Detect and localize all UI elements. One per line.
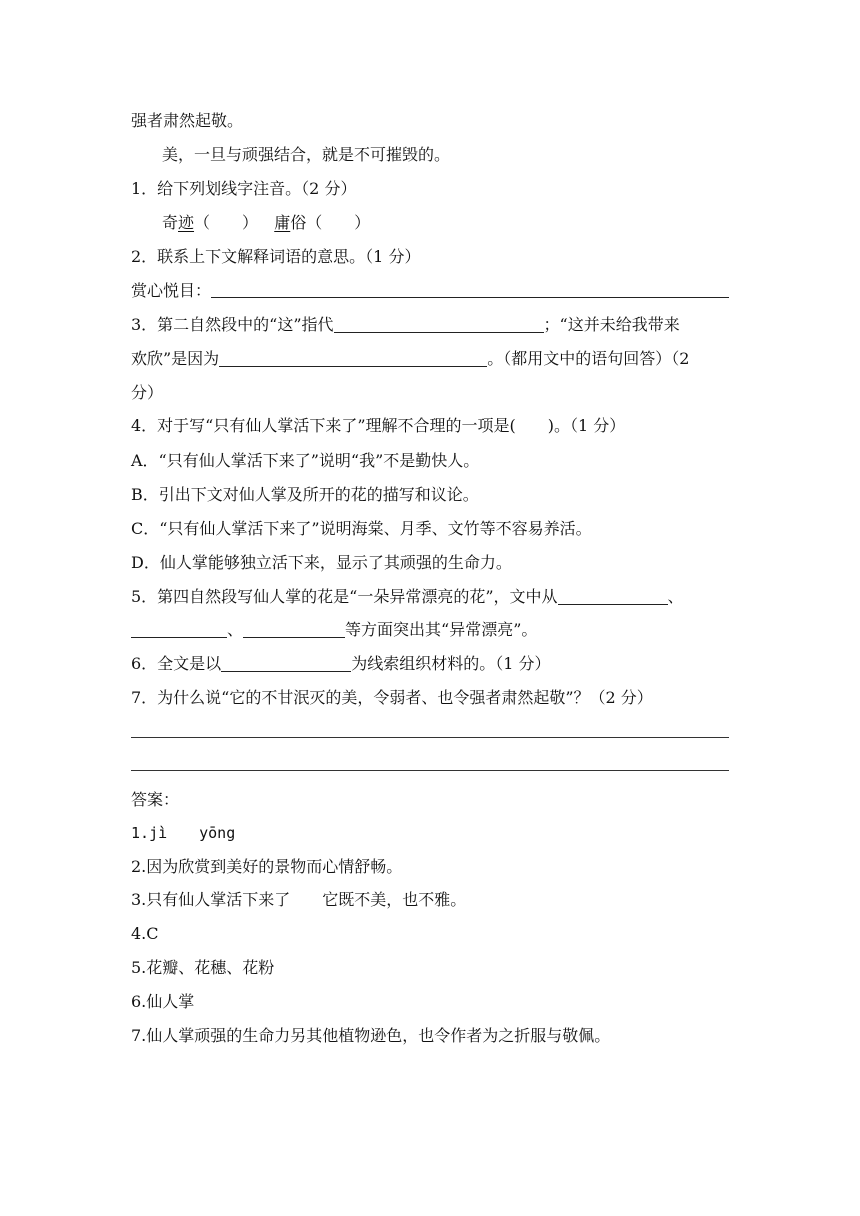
q1-word1-underlined: 迹: [178, 213, 195, 232]
q4-option-c[interactable]: C．“只有仙人掌活下来了”说明海棠、月季、文竹等不容易养活。: [131, 519, 592, 538]
q4-option-b[interactable]: B．引出下文对仙人掌及所开的花的描写和议论。: [131, 485, 479, 504]
q6-text-2: 为线索组织材料的。（1 分）: [351, 654, 551, 673]
q3-text-4: 。（都用文中的语句回答）（2: [487, 349, 690, 368]
q7-answer-line-1[interactable]: [131, 737, 729, 738]
q1-answer-paren-2[interactable]: （ ）: [306, 213, 371, 232]
q1-answer-paren-1[interactable]: （ ）: [194, 213, 259, 232]
q3-text-1: 3．第二自然段中的“这”指代: [131, 315, 334, 334]
question-5-line-2: [131, 620, 729, 640]
answer-2: 2.因为欣赏到美好的景物而心情舒畅。: [131, 857, 403, 876]
answer-6: 6.仙人掌: [131, 992, 195, 1011]
question-4: 4．对于写“只有仙人掌活下来了”理解不合理的一项是( )。（1 分）: [131, 416, 626, 435]
answer-4: 4.C: [131, 924, 159, 943]
a1-pinyin-2: yōng: [199, 824, 236, 842]
question-2-answer-line: [131, 281, 729, 301]
question-5-line-1: [131, 587, 729, 607]
q5-answer-blank-1[interactable]: [558, 588, 668, 605]
answers-heading: 答案：: [131, 790, 180, 809]
q7-answer-line-2[interactable]: [131, 770, 729, 771]
q6-answer-blank[interactable]: [221, 655, 351, 672]
q3-answer-blank-1[interactable]: [334, 316, 544, 333]
answer-3: [131, 890, 729, 910]
question-1-items: [162, 213, 729, 233]
q1-word2-post: 俗: [290, 213, 307, 232]
q3-text-2: ；“这并未给我带来: [543, 315, 680, 334]
answer-1: [131, 823, 729, 843]
q2-term: 赏心悦目：: [131, 281, 212, 300]
q4-option-a[interactable]: A．“只有仙人掌活下来了”说明“我”不是勤快人。: [131, 451, 480, 470]
passage-line: 强者肃然起敬。: [131, 111, 244, 130]
question-3-line-1: [131, 315, 729, 335]
a1-number: 1.: [131, 824, 150, 842]
q5-answer-blank-2[interactable]: [131, 621, 227, 638]
q4-option-d[interactable]: D．仙人掌能够独立活下来，显示了其顽强的生命力。: [131, 553, 512, 572]
q5-sep-1: 、: [667, 587, 684, 606]
q5-text-4: 等方面突出其“异常漂亮”。: [345, 620, 538, 639]
q5-text-1: 5．第四自然段写仙人掌的花是“一朵异常漂亮的花”，文中从: [131, 587, 558, 606]
answer-7: 7.仙人掌顽强的生命力另其他植物逊色，也令作者为之折服与敬佩。: [131, 1026, 611, 1045]
q2-answer-blank[interactable]: [211, 281, 729, 298]
passage-line: 美，一旦与顽强结合，就是不可摧毁的。: [162, 145, 451, 164]
question-6: [131, 654, 729, 674]
q3-answer-blank-2[interactable]: [219, 350, 487, 367]
q3-text-3: 欢欣”是因为: [131, 349, 220, 368]
answer-5: 5.花瓣、花穗、花粉: [131, 958, 275, 977]
q5-sep-2: 、: [227, 620, 244, 639]
question-3-line-3: 分）: [131, 383, 164, 402]
question-1: 1．给下列划线字注音。（2 分）: [131, 179, 357, 198]
q1-word2-underlined: 庸: [274, 213, 291, 232]
a1-pinyin-1: jì: [149, 824, 168, 842]
a3-part-2: 它既不美，也不雅。: [322, 890, 467, 909]
q6-text-1: 6．全文是以: [131, 654, 222, 673]
a3-part-1: 3.只有仙人掌活下来了: [131, 890, 291, 909]
question-7: 7．为什么说“它的不甘泯灭的美，令弱者、也令强者肃然起敬”？（2 分）: [131, 688, 653, 707]
question-2: 2．联系上下文解释词语的意思。（1 分）: [131, 247, 421, 266]
q1-word1-pre: 奇: [162, 213, 179, 232]
question-3-line-2: [131, 349, 729, 369]
q5-answer-blank-3[interactable]: [243, 621, 345, 638]
